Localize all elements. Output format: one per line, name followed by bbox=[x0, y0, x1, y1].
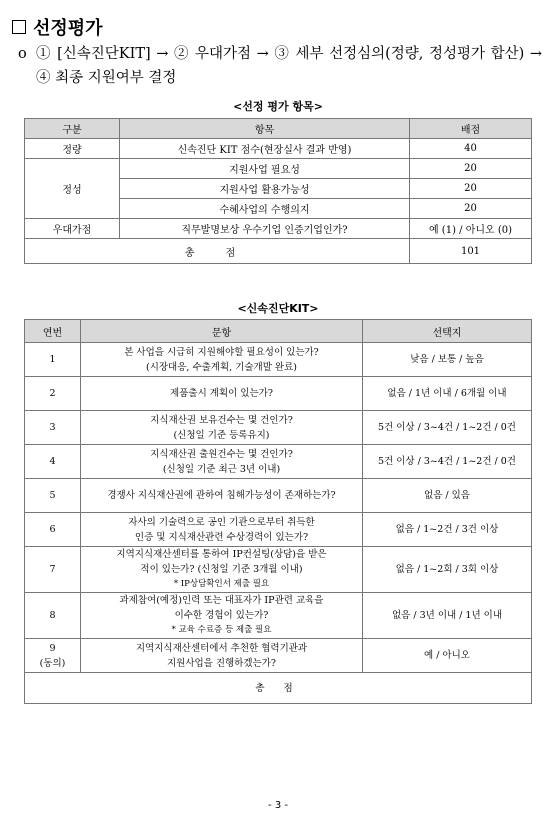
question-cell bbox=[81, 639, 363, 673]
table-row bbox=[25, 479, 532, 513]
question-line: 이수한 경험이 있는가? bbox=[174, 610, 269, 621]
number-line: 9 bbox=[49, 642, 56, 654]
category-cell: 우대가점 bbox=[25, 219, 120, 239]
category-cell: 정성 bbox=[25, 159, 120, 219]
question-line: (시장대응, 수출계획, 기술개발 완료) bbox=[146, 361, 297, 373]
question-line: 과제참여(예정)인력 또는 대표자가 IP관련 교육을 bbox=[119, 595, 324, 606]
table-row bbox=[25, 639, 532, 673]
section-heading-text: 선정평가 bbox=[33, 18, 103, 39]
number-cell: 4 bbox=[25, 445, 81, 479]
question-cell bbox=[81, 411, 363, 445]
number-cell: 6 bbox=[25, 513, 81, 547]
total-value: 101 bbox=[410, 239, 532, 264]
process-bullet bbox=[18, 42, 542, 90]
score-cell: 20 bbox=[410, 199, 532, 219]
question-line: (신청일 기준 등록유지) bbox=[173, 429, 270, 441]
question-cell bbox=[81, 445, 363, 479]
page-number: - 3 - bbox=[268, 800, 288, 811]
total-label: 총 점 bbox=[25, 673, 532, 704]
question-line: 적이 있는가? (신청일 기준 3개월 이내) bbox=[140, 564, 303, 575]
header-item: 항목 bbox=[120, 119, 410, 139]
question-line: 제품출시 계획이 있는가? bbox=[170, 388, 273, 399]
number-sub-line: (동의) bbox=[39, 657, 66, 669]
choice-cell: 없음 / 1년 이내 / 6개월 이내 bbox=[363, 377, 532, 411]
choice-cell: 예 / 아니오 bbox=[363, 639, 532, 673]
table-row bbox=[25, 513, 532, 547]
header-number: 연번 bbox=[25, 320, 81, 343]
choice-cell: 낮음 / 보통 / 높음 bbox=[363, 343, 532, 377]
question-line: 경쟁사 지식재산권에 관하여 침해가능성이 존재하는가? bbox=[107, 490, 336, 501]
item-cell: 수혜사업의 수행의지 bbox=[120, 199, 410, 219]
total-row bbox=[25, 239, 532, 264]
question-line: (신청일 기준 최근 3년 이내) bbox=[162, 463, 281, 475]
question-line: 인증 및 지식재산관련 수상경력이 있는가? bbox=[134, 531, 309, 543]
choice-cell: 없음 / 1~2건 / 3건 이상 bbox=[363, 513, 532, 547]
total-label: 총 점 bbox=[25, 239, 410, 264]
question-line: 본 사업을 시급히 지원해야할 필요성이 있는가? bbox=[124, 346, 319, 358]
question-line: 자사의 기술력으로 공인 기관으로부터 취득한 bbox=[128, 516, 315, 528]
table-row bbox=[25, 445, 532, 479]
number-cell: 7 bbox=[25, 547, 81, 593]
question-cell bbox=[81, 513, 363, 547]
bullet-marker: o bbox=[18, 46, 27, 62]
evaluation-items-table bbox=[24, 118, 532, 264]
question-note: * 교육 수료증 등 제출 필요 bbox=[171, 625, 272, 635]
number-cell: 1 bbox=[25, 343, 81, 377]
choice-cell: 없음 / 3년 이내 / 1년 이내 bbox=[363, 593, 532, 639]
item-cell: 직무발명보상 우수기업 인증기업인가? bbox=[120, 219, 410, 239]
score-cell: 20 bbox=[410, 179, 532, 199]
choice-cell: 없음 / 있음 bbox=[363, 479, 532, 513]
score-cell: 예 (1) / 아니오 (0) bbox=[410, 219, 532, 239]
number-cell: 8 bbox=[25, 593, 81, 639]
table-row bbox=[25, 547, 532, 593]
table-row bbox=[25, 411, 532, 445]
table-row bbox=[25, 219, 532, 239]
header-score: 배점 bbox=[410, 119, 532, 139]
question-line: 지식재산권 출원건수는 몇 건인가? bbox=[150, 448, 293, 460]
table-row bbox=[25, 593, 532, 639]
question-cell bbox=[81, 479, 363, 513]
item-cell: 지원사업 활용가능성 bbox=[120, 179, 410, 199]
choice-cell: 없음 / 1~2회 / 3회 이상 bbox=[363, 547, 532, 593]
question-cell bbox=[81, 343, 363, 377]
table-row bbox=[25, 139, 532, 159]
checkbox-square-icon bbox=[12, 20, 26, 34]
header-category: 구분 bbox=[25, 119, 120, 139]
rapid-diagnosis-kit-table bbox=[24, 319, 532, 704]
question-cell bbox=[81, 547, 363, 593]
choice-cell: 5건 이상 / 3~4건 / 1~2건 / 0건 bbox=[363, 411, 532, 445]
header-question: 문항 bbox=[81, 320, 363, 343]
question-cell bbox=[81, 593, 363, 639]
process-text: ① [신속진단KIT] → ② 우대가점 → ③ 세부 선정심의(정량, 정성평가 합산) → ④ 최종 지원여부 결정 bbox=[36, 46, 542, 86]
question-line: 지역지식재산센터를 통하여 IP컨설팅(상담)을 받은 bbox=[116, 549, 327, 560]
question-line: 지역지식재산센터에서 추천한 협력기관과 bbox=[135, 642, 308, 654]
table2-header-row bbox=[25, 320, 532, 343]
category-cell: 정량 bbox=[25, 139, 120, 159]
number-cell bbox=[25, 639, 81, 673]
item-cell: 신속진단 KIT 점수(현장실사 결과 반영) bbox=[120, 139, 410, 159]
number-cell: 2 bbox=[25, 377, 81, 411]
table-row bbox=[25, 343, 532, 377]
header-choices: 선택지 bbox=[363, 320, 532, 343]
score-cell: 40 bbox=[410, 139, 532, 159]
number-cell: 5 bbox=[25, 479, 81, 513]
question-line: 지원사업을 진행하겠는가? bbox=[166, 657, 277, 669]
question-note: * IP상담확인서 제출 필요 bbox=[173, 579, 270, 589]
question-line: 지식재산권 보유건수는 몇 건인가? bbox=[150, 414, 293, 426]
table1-caption: <선정 평가 항목> bbox=[233, 100, 323, 113]
question-cell bbox=[81, 377, 363, 411]
choice-cell: 5건 이상 / 3~4건 / 1~2건 / 0건 bbox=[363, 445, 532, 479]
table1-header-row bbox=[25, 119, 532, 139]
table2-caption: <신속진단KIT> bbox=[237, 302, 319, 315]
total-row bbox=[25, 673, 532, 704]
score-cell: 20 bbox=[410, 159, 532, 179]
table-row bbox=[25, 377, 532, 411]
table-row bbox=[25, 159, 532, 179]
section-heading bbox=[12, 14, 103, 40]
item-cell: 지원사업 필요성 bbox=[120, 159, 410, 179]
number-cell: 3 bbox=[25, 411, 81, 445]
